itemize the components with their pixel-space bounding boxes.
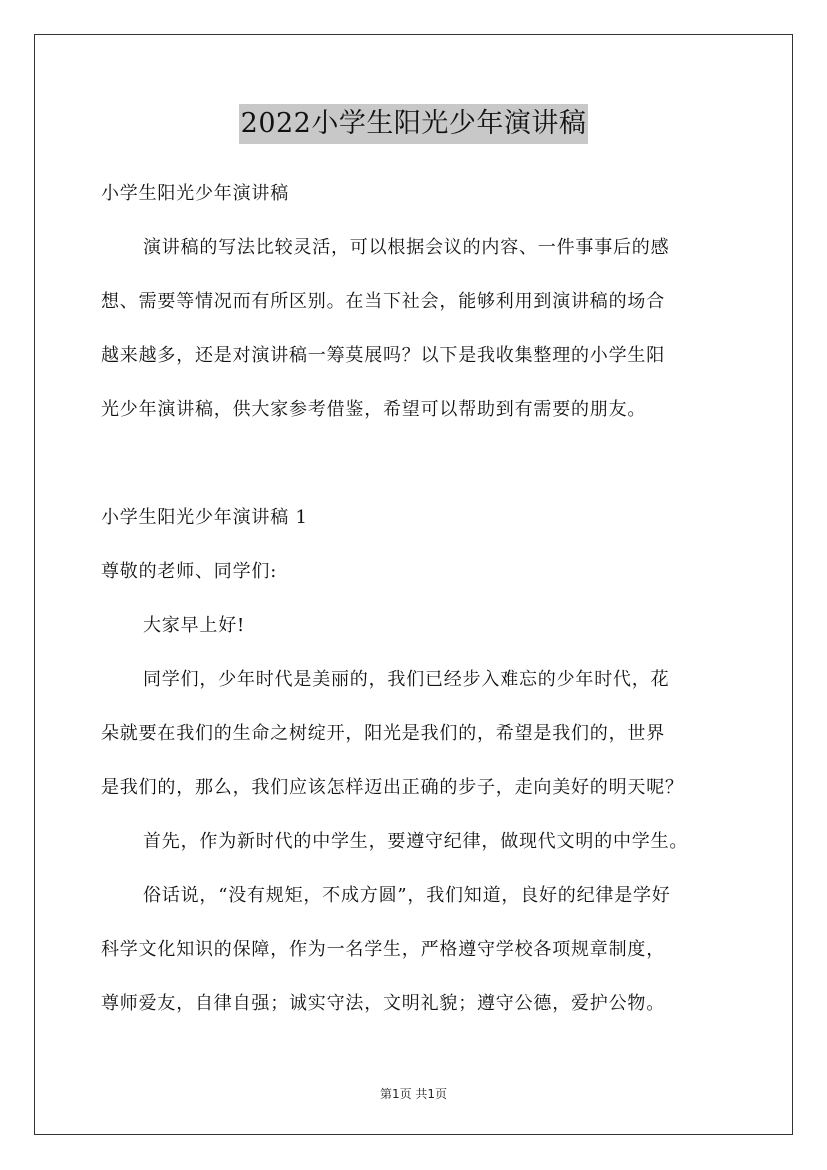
paragraph-line: 首先，作为新时代的中学生，要遵守纪律，做现代文明的中学生。 xyxy=(143,831,689,852)
intro-line: 越来越多，还是对演讲稿一筹莫展吗？以下是我收集整理的小学生阳 xyxy=(101,345,665,366)
document-subtitle: 小学生阳光少年演讲稿 xyxy=(101,183,289,204)
paragraph-line: 同学们，少年时代是美丽的，我们已经步入难忘的少年时代，花 xyxy=(143,669,670,690)
section-heading: 小学生阳光少年演讲稿 1 xyxy=(101,507,308,528)
document-title: 2022小学生阳光少年演讲稿 xyxy=(239,104,589,144)
intro-line: 想、需要等情况而有所区别。在当下社会，能够利用到演讲稿的场合 xyxy=(101,291,665,312)
salutation: 尊敬的老师、同学们: xyxy=(101,561,278,582)
intro-line: 演讲稿的写法比较灵活，可以根据会议的内容、一件事事后的感 xyxy=(143,237,670,258)
paragraph-line: 俗话说，“没有规矩，不成方圆”，我们知道，良好的纪律是学好 xyxy=(143,885,671,906)
page-number-footer: 第1页 共1页 xyxy=(379,1087,448,1101)
paragraph-line: 朵就要在我们的生命之树绽开，阳光是我们的，希望是我们的，世界 xyxy=(101,723,665,744)
paragraph-line: 尊师爱友，自律自强；诚实守法，文明礼貌；遵守公德，爱护公物。 xyxy=(101,993,665,1014)
intro-line: 光少年演讲稿，供大家参考借鉴，希望可以帮助到有需要的朋友。 xyxy=(101,399,647,420)
title-container xyxy=(0,104,827,144)
paragraph-line: 科学文化知识的保障，作为一名学生，严格遵守学校各项规章制度， xyxy=(101,939,665,960)
paragraph-line: 是我们的，那么，我们应该怎样迈出正确的步子，走向美好的明天呢？ xyxy=(101,777,684,798)
greeting: 大家早上好! xyxy=(143,615,246,636)
